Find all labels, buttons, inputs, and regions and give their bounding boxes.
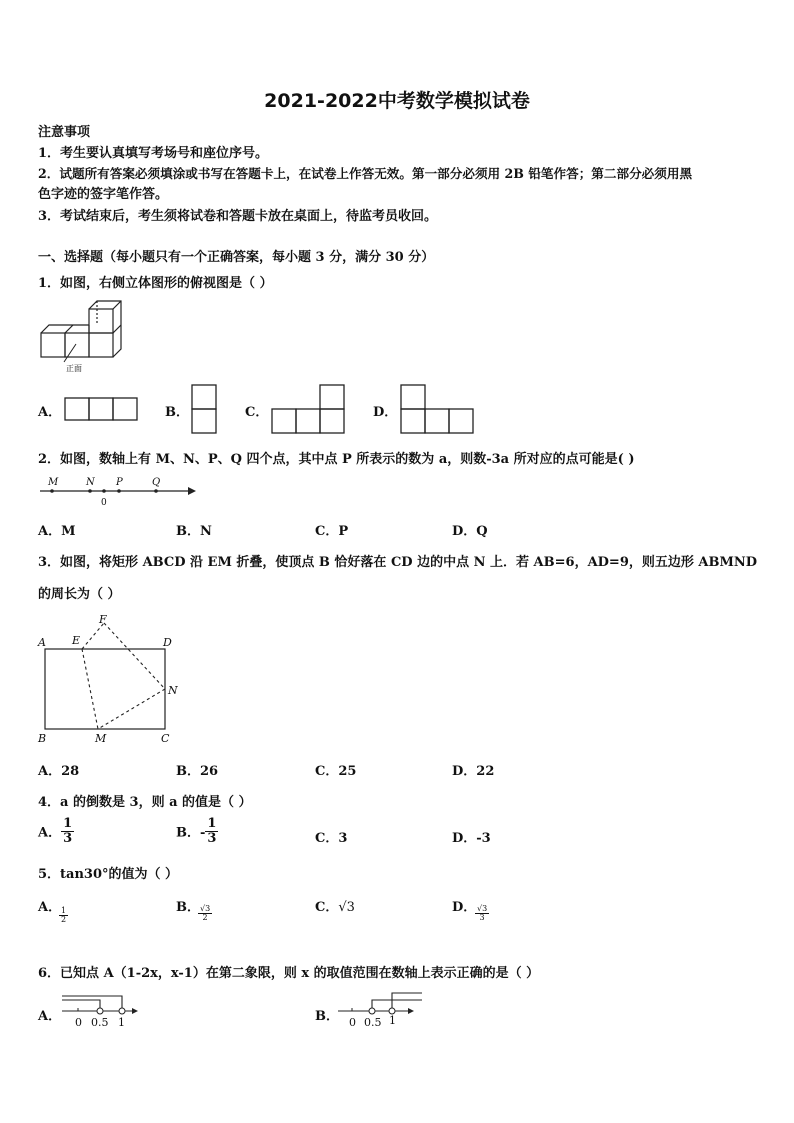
q5-option-b-fraction: $\frac{√3}{2}$ — [200, 904, 211, 923]
q1-option-c-label[interactable]: C． — [245, 405, 269, 420]
fig-label-d: D — [163, 636, 172, 649]
axis-label-n: N — [86, 477, 95, 488]
q5-stem: 5．tan30°的值为（ ） — [38, 867, 179, 882]
q2-option-a[interactable]: A．M — [38, 524, 76, 539]
page-title: 2021-2022中考数学模拟试卷 — [264, 90, 530, 112]
notice-line-3: 3．考试结束后，考生须将试卷和答题卡放在桌面上，待监考员收回。 — [38, 209, 438, 224]
q2-number-line — [38, 474, 198, 508]
q2-stem: 2．如图，数轴上有 M、N、P、Q 四个点，其中点 P 所表示的数为 a，则数-3a 所对应的点可能是( ) — [38, 452, 635, 467]
q5-option-d[interactable] — [452, 896, 476, 915]
q5-option-d-label: D． — [452, 900, 477, 915]
q3-option-a[interactable]: A．28 — [38, 764, 80, 779]
q6-option-a-number-line — [60, 990, 150, 1030]
axis-label-q: Q — [152, 477, 161, 488]
q5-option-a-fraction: $\frac{1}{2}$ — [61, 906, 67, 925]
q1-solid-figure — [36, 298, 136, 378]
q6-option-b-number-line — [336, 990, 436, 1030]
q6b-tick-0: 0 — [349, 1016, 356, 1029]
fig-label-m: M — [95, 732, 107, 745]
q6b-tick-05: 0.5 — [364, 1016, 382, 1029]
q4-option-d[interactable]: D．-3 — [452, 831, 491, 846]
q5-option-b[interactable] — [176, 896, 200, 915]
q5-option-c-label: C． — [315, 900, 339, 915]
q1-option-d-label[interactable]: D． — [373, 405, 398, 420]
q4-option-a[interactable] — [38, 817, 74, 845]
notice-line-2b: 色字迹的签字笔作答。 — [38, 187, 169, 202]
q1-stem: 1．如图，右侧立体图形的俯视图是（ ） — [38, 276, 273, 291]
notice-heading: 注意事项 — [38, 125, 91, 140]
fig-label-b: B — [38, 732, 47, 745]
q4-option-b[interactable] — [176, 817, 218, 845]
q3-option-d[interactable]: D．22 — [452, 764, 495, 779]
q2-option-c[interactable]: C．P — [315, 524, 349, 539]
q4-option-b-fraction: $\frac{1}{3}$ — [207, 816, 217, 846]
q1-option-b-figure — [191, 384, 217, 434]
q1-option-a-label[interactable]: A． — [38, 405, 62, 420]
q6a-tick-1: 1 — [118, 1016, 125, 1029]
notice-line-1: 1．考生要认真填写考场号和座位序号。 — [38, 146, 269, 161]
fig-label-c: C — [161, 732, 170, 745]
q3-stem-line-1: 3．如图，将矩形 ABCD 沿 EM 折叠，使顶点 B 恰好落在 CD 边的中点 N 上．若 AB=6，AD=9，则五边形 ABMND — [38, 555, 758, 570]
q5-option-d-fraction: $\frac{√3}{3}$ — [477, 904, 488, 923]
fig-label-e: E — [72, 634, 81, 647]
q6-stem: 6．已知点 A（1-2x，x-1）在第二象限，则 x 的取值范围在数轴上表示正确的是（ ） — [38, 966, 540, 981]
q4-stem: 4．a 的倒数是 3，则 a 的值是（ ） — [38, 795, 252, 810]
q5-option-c-value: √3 — [338, 900, 355, 915]
q4-option-c[interactable]: C．3 — [315, 831, 348, 846]
q5-option-c[interactable] — [315, 896, 355, 915]
axis-label-zero: 0 — [101, 498, 107, 508]
q1-option-c-figure — [271, 384, 347, 434]
section-heading: 一、选择题（每小题只有一个正确答案，每小题 3 分，满分 30 分） — [38, 250, 435, 265]
q6a-tick-05: 0.5 — [91, 1016, 109, 1029]
q4-option-a-fraction: $\frac{1}{3}$ — [63, 816, 73, 846]
q1-option-a-figure — [64, 397, 139, 421]
q3-stem-line-2: 的周长为（ ） — [38, 587, 121, 602]
q6-option-a-label[interactable]: A． — [38, 1009, 62, 1024]
axis-label-m: M — [48, 477, 59, 488]
q6-option-b-label[interactable]: B． — [315, 1009, 339, 1024]
q3-option-c[interactable]: C．25 — [315, 764, 357, 779]
fig-label-a: A — [38, 636, 46, 649]
q2-option-d[interactable]: D．Q — [452, 524, 488, 539]
q3-rectangle-figure — [36, 612, 186, 747]
q2-option-b[interactable]: B．N — [176, 524, 212, 539]
q6a-tick-0: 0 — [75, 1016, 82, 1029]
q4-option-a-label: A． — [38, 825, 62, 841]
q5-option-a-label: A． — [38, 900, 62, 915]
q1-option-d-figure — [400, 384, 476, 434]
q5-option-a[interactable] — [38, 896, 61, 915]
q3-option-b[interactable]: B．26 — [176, 764, 219, 779]
fig-label-n: N — [168, 684, 178, 697]
notice-line-2a: 2．试题所有答案必须填涂或书写在答题卡上，在试卷上作答无效。第一部分必须用 2B 铅笔作答；第二部分必须用黑 — [38, 166, 693, 181]
q4-option-b-label: B．- — [176, 825, 206, 841]
fig-label-f: F — [99, 613, 107, 626]
axis-label-p: P — [116, 477, 123, 488]
q6b-tick-1: 1 — [389, 1014, 396, 1027]
q1-option-b-label[interactable]: B． — [165, 405, 189, 420]
q5-option-b-label: B． — [176, 900, 200, 915]
front-label: 正面 — [66, 364, 82, 373]
